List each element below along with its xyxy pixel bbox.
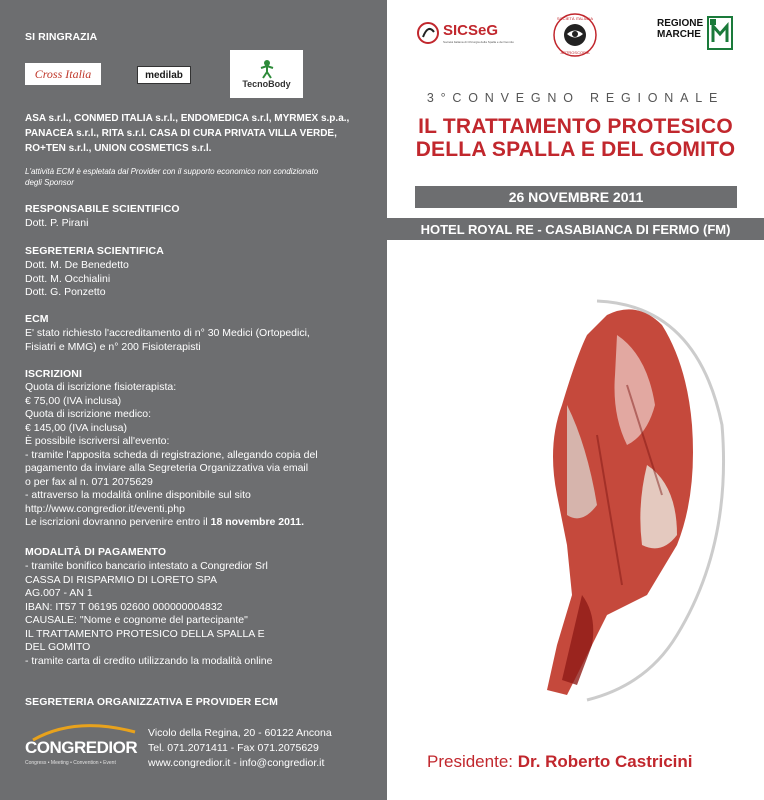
iscr-deadline-prefix: Le iscrizioni dovranno pervenire entro il <box>25 516 211 528</box>
event-title <box>387 115 764 161</box>
cross-italia-logo-text: Cross Italia <box>34 66 92 81</box>
iscr-block <box>25 381 370 530</box>
president-line <box>427 752 693 772</box>
iscr-line: - tramite l'apposita scheda di registrazione, allegando copia del <box>25 448 318 461</box>
org-contacts <box>148 726 378 771</box>
sicseg-subtext: Società Italiana di Chirurgia della Spalla e del Gomito <box>443 40 514 44</box>
regione-text <box>657 18 703 40</box>
pay-line: IL TRATTAMENTO PROTESICO DELLA SPALLA E <box>25 627 265 640</box>
anatomy-illustration <box>527 295 727 735</box>
right-panel <box>387 0 764 800</box>
sicseg-figure-icon <box>415 20 441 50</box>
ecm-line: E' stato richiesto l'accreditamento di n° 30 Medici (Ortopedici, <box>25 327 310 339</box>
svg-text:SOCIETÀ ITALIANA: SOCIETÀ ITALIANA <box>556 16 594 21</box>
org-phone: Tel. 071.2071411 - Fax 071.2075629 <box>148 742 319 754</box>
congredior-tagline: Congress • Meeting • Convention • Event <box>25 760 116 766</box>
pay-line: AG.007 - AN 1 <box>25 587 93 599</box>
event-date: 26 NOVEMBRE 2011 <box>508 189 644 205</box>
org-title: SEGRETERIA ORGANIZZATIVA E PROVIDER ECM <box>25 696 278 708</box>
congredior-logo-text: CONGREDIOR <box>25 738 138 757</box>
event-venue: HOTEL ROYAL RE - CASABIANCA DI FERMO (FM) <box>420 221 731 237</box>
sia-logo <box>552 12 598 58</box>
resp-line: Dott. P. Pirani <box>25 217 89 229</box>
sicseg-text: SICSeG <box>443 22 499 39</box>
svg-text:ARTROSCOPIA: ARTROSCOPIA <box>560 50 590 55</box>
sicseg-logo <box>415 18 515 54</box>
segr-block <box>25 259 370 300</box>
iscr-line: Quota di iscrizione medico: <box>25 408 152 420</box>
iscr-deadline-date: 18 novembre 2011. <box>210 516 305 528</box>
regione-emblem-icon <box>707 16 733 50</box>
pay-line: CAUSALE: "Nome e cognome del partecipante" <box>25 614 248 626</box>
pay-line: - tramite bonifico bancario intestato a Congredior Srl <box>25 560 268 572</box>
tecnobody-figure-icon <box>257 59 277 79</box>
ecm-line: Fisiatri e MMG) e n° 200 Fisioterapisti <box>25 340 201 353</box>
iscr-line: € 75,00 (IVA inclusa) <box>25 394 122 407</box>
iscr-line: Quota di iscrizione fisioterapista: <box>25 381 177 393</box>
resp-block <box>25 217 370 231</box>
regione-marche-logo <box>657 16 737 56</box>
sponsors-list: ASA s.r.l., CONMED ITALIA s.r.l., ENDOMEDICA s.r.l, MYRMEX s.p.a., PANACEA s.r.l., RITA s.r.l. CASA DI CURA PRIVATA VILLA VERDE, RO+TEN s.r.l., UNION COSMETICS s.r.l. <box>25 113 350 154</box>
iscr-deadline <box>25 516 370 530</box>
pay-line: CASSA DI RISPARMIO DI LORETO SPA <box>25 573 217 586</box>
tecnobody-logo-text: TecnoBody <box>242 79 291 89</box>
iscr-line: o per fax al n. 071 2075629 <box>25 475 153 488</box>
president-label: Presidente: <box>427 752 513 771</box>
pay-title: MODALITÀ DI PAGAMENTO <box>25 546 167 558</box>
president-name: Dr. Roberto Castricini <box>517 752 693 771</box>
ecm-block <box>25 327 370 354</box>
iscr-line: - attraverso la modalità online disponibile sul sito <box>25 489 251 501</box>
event-title-line2: DELLA SPALLA E DEL GOMITO <box>415 138 736 161</box>
iscr-url[interactable]: http://www.congredior.it/eventi.php <box>25 502 185 515</box>
org-web[interactable]: www.congredior.it - info@congredior.it <box>148 757 325 769</box>
segr-title: SEGRETERIA SCIENTIFICA <box>25 245 164 257</box>
iscr-title: ISCRIZIONI <box>25 368 83 380</box>
congredior-logo <box>25 722 143 774</box>
iscr-line: € 145,00 (IVA inclusa) <box>25 421 127 434</box>
tecnobody-logo <box>230 50 303 98</box>
cross-italia-logo <box>25 63 101 85</box>
pay-line: IBAN: IT57 T 06195 02600 000000004832 <box>25 600 223 613</box>
segr-line: Dott. M. Occhialini <box>25 272 111 285</box>
event-venue-banner <box>387 218 764 240</box>
event-date-banner <box>415 186 737 208</box>
segr-line: Dott. G. Ponzetto <box>25 286 106 298</box>
regione-line1: REGIONE <box>657 18 704 29</box>
event-title-line1: IL TRATTAMENTO PROTESICO <box>418 115 733 138</box>
iscr-line: pagamento da inviare alla Segreteria Organizzativa via email <box>25 462 309 474</box>
sia-seal-icon <box>552 12 598 58</box>
event-subtitle: 3°CONVEGNO REGIONALE <box>426 91 725 105</box>
segr-line: Dott. M. De Benedetto <box>25 259 129 271</box>
regione-line2: MARCHE <box>657 29 701 40</box>
resp-title: RESPONSABILE SCIENTIFICO <box>25 203 180 215</box>
ecm-title: ECM <box>25 313 49 325</box>
thanks-title: SI RINGRAZIA <box>25 31 98 43</box>
pay-line: - tramite carta di credito utilizzando la modalità online <box>25 654 273 667</box>
pay-block <box>25 560 370 668</box>
org-address: Vicolo della Regina, 20 - 60122 Ancona <box>148 727 332 739</box>
ecm-note: L'attività ECM è espletata dal Provider con il supporto economico non condizionato degli Sponsor <box>25 167 319 187</box>
medilab-logo-text: medilab <box>145 69 183 81</box>
iscr-line: È possibile iscriversi all'evento: <box>25 435 170 447</box>
medilab-logo <box>137 66 191 84</box>
pay-line: DEL GOMITO <box>25 641 91 653</box>
